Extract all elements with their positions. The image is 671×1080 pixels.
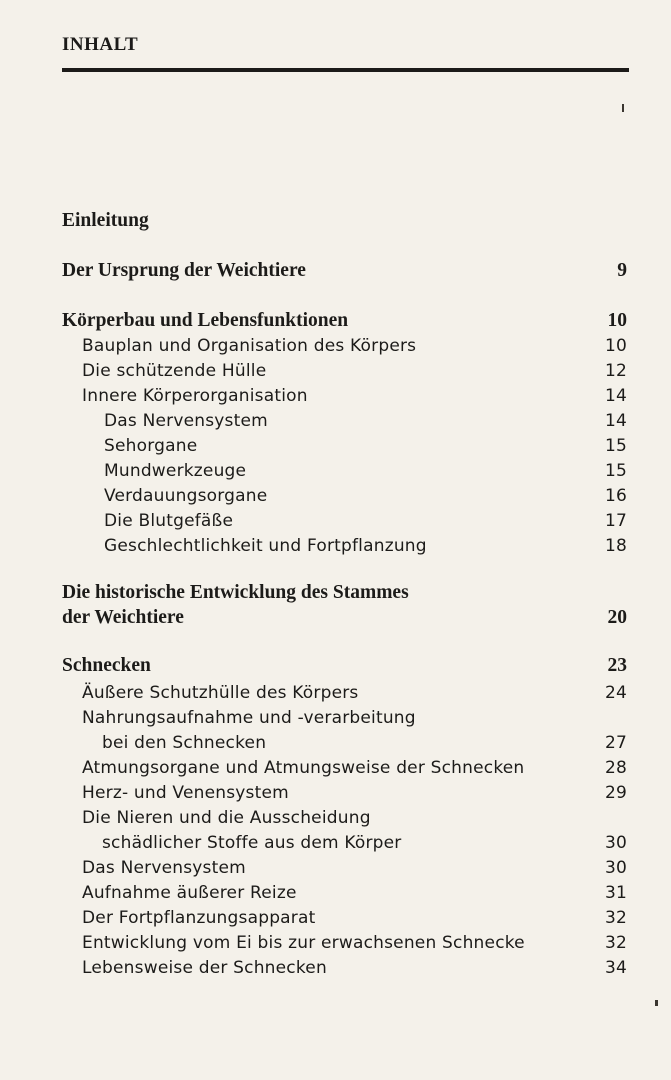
toc-entry-page: 17 [604,511,627,531]
toc-entry [0,905,671,931]
toc-entry-page: 30 [604,833,627,853]
toc-entry-page: 16 [604,486,627,506]
toc-entry-title: Verdauungsorgane [104,486,268,506]
toc-entry-title: Das Nervensystem [104,411,268,431]
toc-entry-title: Einleitung [62,210,149,231]
toc-entry-page: 34 [604,958,627,978]
toc-entry-page: 15 [604,461,627,481]
toc-entry-title: Körperbau und Lebensfunktionen [62,310,349,331]
toc-entry [0,458,671,484]
toc-entry [0,930,671,956]
toc-entry-page: 9 [617,260,627,281]
page-title: INHALT [62,34,139,55]
toc-entry [0,680,671,706]
toc-entry-page: 32 [604,908,627,928]
toc-entry-title: der Weichtiere [62,607,184,628]
toc-entry-page: 14 [604,386,627,406]
toc-entry [0,580,671,606]
toc-entry-title: Der Ursprung der Weichtiere [62,260,306,281]
toc-entry-title: Die historische Entwicklung des Stammes [62,582,409,603]
toc-entry [0,508,671,534]
toc-entry-page: 27 [604,733,627,753]
header-rule [62,68,629,72]
toc-entry-title: Mundwerkzeuge [104,461,247,481]
toc-entry-page: 24 [604,683,627,703]
toc-entry-title: Die Nieren und die Ausscheidung [82,808,371,828]
toc-entry [0,208,671,234]
toc-entry-title: Äußere Schutzhülle des Körpers [82,683,359,703]
toc-entry [0,605,671,631]
toc-entry-title: Nahrungsaufnahme und -verarbeitung [82,708,416,728]
toc-entry-title: Die Blutgefäße [104,511,234,531]
toc-entry-page: 15 [604,436,627,456]
toc-entry-page: 28 [604,758,627,778]
toc-entry-page: 29 [604,783,627,803]
toc-entry [0,258,671,284]
toc-entry-title: Aufnahme äußerer Reize [82,883,297,903]
toc-entry [0,358,671,384]
paper-mark [655,1000,658,1006]
toc-entry [0,855,671,881]
toc-entry [0,830,671,856]
toc-entry [0,483,671,509]
toc-entry [0,383,671,409]
toc-entry [0,408,671,434]
toc-entry-title: Atmungsorgane und Atmungsweise der Schnecken [82,758,525,778]
toc-entry [0,780,671,806]
toc-entry [0,653,671,679]
toc-entry-title: Bauplan und Organisation des Körpers [82,336,417,356]
toc-entry [0,333,671,359]
toc-entry [0,805,671,831]
toc-entry [0,955,671,981]
toc-entry-page: 12 [604,361,627,381]
paper-mark [622,104,624,112]
toc-entry-page: 10 [607,310,627,331]
toc-entry-title: schädlicher Stoffe aus dem Körper [102,833,402,853]
toc-entry-title: Innere Körperorganisation [82,386,308,406]
toc-entry-page: 18 [604,536,627,556]
toc-entry-page: 30 [604,858,627,878]
toc-entry-title: Die schützende Hülle [82,361,267,381]
toc-entry-page: 14 [604,411,627,431]
toc-entry-title: Entwicklung vom Ei bis zur erwachsenen Schnecke [82,933,525,953]
toc-entry [0,705,671,731]
toc-entry-title: Geschlechtlichkeit und Fortpflanzung [104,536,427,556]
toc-entry-page: 32 [604,933,627,953]
toc-entry-title: Lebensweise der Schnecken [82,958,327,978]
toc-entry-title: Schnecken [62,655,151,676]
toc-entry-title: Das Nervensystem [82,858,246,878]
toc-entry [0,880,671,906]
toc-entry-title: Sehorgane [104,436,198,456]
toc-entry-page: 10 [604,336,627,356]
toc-entry-title: bei den Schnecken [102,733,267,753]
toc-entry-page: 31 [604,883,627,903]
toc-entry-title: Der Fortpflanzungsapparat [82,908,316,928]
toc-entry [0,308,671,334]
toc-entry [0,730,671,756]
toc-entry [0,755,671,781]
toc-entry-page: 23 [607,655,627,676]
toc-entry [0,533,671,559]
toc-entry-title: Herz- und Venensystem [82,783,289,803]
toc-entry [0,433,671,459]
toc-entry-page: 20 [607,607,627,628]
